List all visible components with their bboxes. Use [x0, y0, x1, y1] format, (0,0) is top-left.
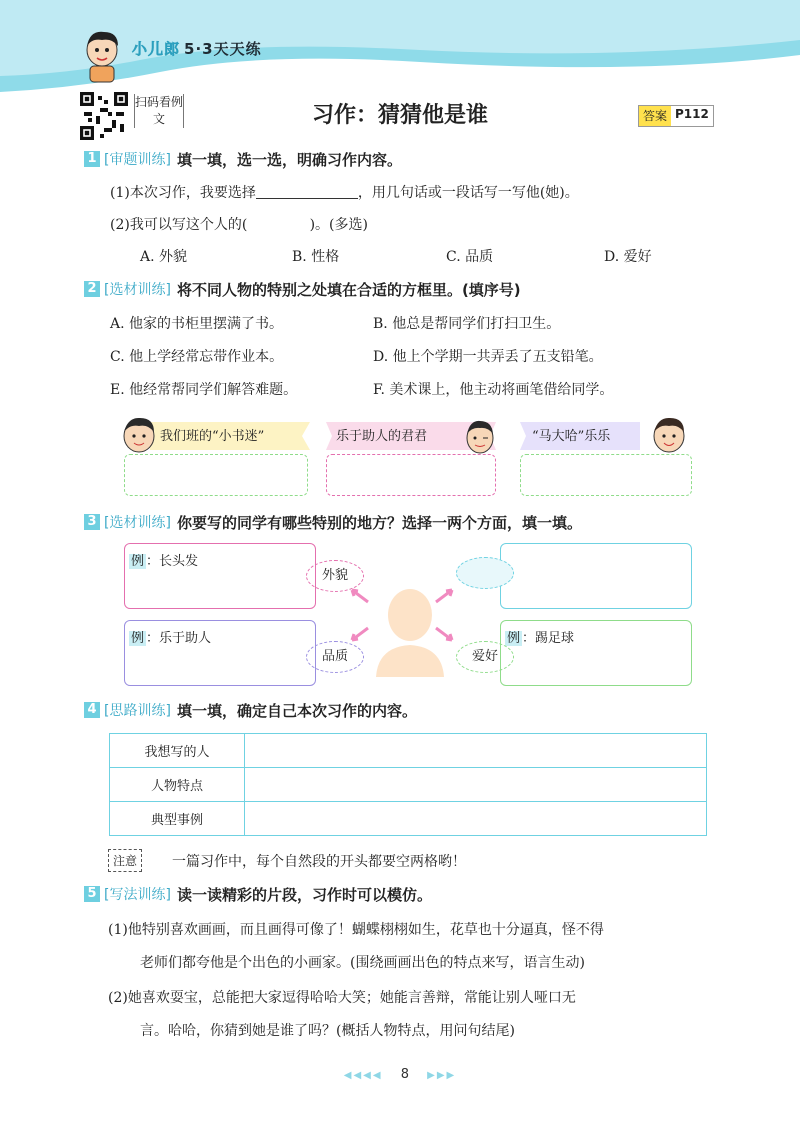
q3-number: 3 [84, 514, 100, 530]
q5-passage2-line1: (2)她喜欢耍宝，总能把大家逗得哈哈大笑；她能言善辩，常能让别人哑口无 [108, 990, 576, 1006]
example-label: 例 [131, 554, 145, 569]
row-header: 我想写的人 [110, 734, 245, 768]
q2-tag: [选材训练] [104, 282, 171, 298]
hobby-example: ：踢足球 [522, 631, 575, 646]
note-text: 一篇习作中，每个自然段的开头都要空两格哟！ [172, 854, 466, 870]
right-arrows-icon: ▶▶▶ [427, 1070, 457, 1081]
page-title: 习作：猜猜他是谁 [311, 103, 488, 128]
left-arrows-icon: ◀◀◀◀ [343, 1070, 383, 1081]
banner-careless: “马大哈”乐乐 [532, 429, 611, 444]
q1-line1 [110, 182, 579, 202]
boy-head-icon [118, 414, 160, 458]
q4-instruction: 填一填，确定自己本次习作的内容。 [176, 701, 417, 720]
hobby-box[interactable] [500, 620, 692, 686]
appearance-box[interactable] [124, 543, 316, 609]
quality-box[interactable] [124, 620, 316, 686]
appearance-bubble: 外貌 [306, 560, 364, 592]
q1-line1-start: (1)本次习作，我要选择 [110, 185, 256, 201]
q1-option[interactable]: B. 性格 [292, 249, 340, 265]
arrows-icon [340, 580, 470, 652]
winking-boy-icon [462, 416, 498, 458]
q1-option[interactable]: D. 爱好 [604, 249, 652, 265]
q2-number: 2 [84, 281, 100, 297]
q1-option[interactable]: A. 外貌 [140, 249, 188, 265]
table-row [110, 734, 707, 768]
example-label: 例 [507, 631, 521, 646]
q5-tag: [写法训练] [104, 887, 171, 903]
q1-instruction: 填一填，选一选，明确习作内容。 [176, 150, 402, 169]
helpful-answer-box[interactable] [326, 454, 496, 496]
q1-line2: (2)我可以写这个人的( )。(多选) [110, 217, 368, 233]
q5-header [84, 883, 432, 905]
scan-label: 扫码看例文 [135, 95, 184, 126]
q2-instruction: 将不同人物的特别之处填在合适的方框里。(填序号) [176, 280, 521, 299]
row-header: 人物特点 [110, 768, 245, 802]
answer-cell[interactable] [245, 802, 707, 836]
q2-item: B. 他总是帮同学们打扫卫生。 [373, 316, 561, 332]
hobby-bubble: 爱好 [456, 641, 514, 673]
page-number: 8 [400, 1067, 409, 1082]
q5-passage2-line2: 言。哈哈，你猜到她是谁了吗？(概括人物特点，用问句结尾) [140, 1023, 515, 1039]
page-footer [0, 1067, 800, 1082]
careless-answer-box[interactable] [520, 454, 692, 496]
q5-instruction: 读一读精彩的片段，习作时可以模仿。 [176, 885, 432, 904]
example-label: 例 [131, 631, 145, 646]
q5-passage1-line1: (1)他特别喜欢画画，而且画得可像了！蝴蝶栩栩如生，花草也十分逼真，怪不得 [108, 922, 604, 938]
table-row [110, 802, 707, 836]
q1-tag: [审题训练] [104, 152, 171, 168]
bookworm-answer-box[interactable] [124, 454, 308, 496]
q1-number: 1 [84, 151, 100, 167]
appearance-example: ：长头发 [146, 554, 199, 569]
row-header: 典型事例 [110, 802, 245, 836]
q2-item: E. 他经常帮同学们解答难题。 [110, 382, 298, 398]
table-row [110, 768, 707, 802]
brand-xiaoer: 小儿郎 [132, 40, 181, 58]
q2-header [84, 278, 521, 300]
brand-series: 5·3天天练 [184, 40, 262, 58]
q1-blank[interactable] [256, 184, 358, 199]
q5-passage1-line2: 老师们都夸他是个出色的小画家。(围绕画画出色的特点来写，语言生动) [140, 955, 585, 971]
q4-number: 4 [84, 702, 100, 718]
smiling-boy-icon [648, 414, 690, 458]
q3-tag: [选材训练] [104, 515, 171, 531]
brand-logo [132, 38, 262, 59]
q2-item: C. 他上学经常忘带作业本。 [110, 349, 284, 365]
q1-option[interactable]: C. 品质 [446, 249, 494, 265]
answer-cell[interactable] [245, 768, 707, 802]
boy-mascot-icon [78, 28, 126, 84]
answer-label: 答案 [639, 106, 671, 126]
q3-header [84, 511, 582, 533]
answer-badge [638, 105, 714, 127]
q1-line1-end: ，用几句话或一段话写一写他(她)。 [357, 185, 579, 201]
q3-instruction: 你要写的同学有哪些特别的地方？选择一两个方面，填一填。 [176, 513, 582, 532]
plan-table [109, 733, 707, 836]
q2-item: A. 他家的书柜里摆满了书。 [110, 316, 284, 332]
banner-bookworm: 我们班的“小书迷” [160, 429, 265, 444]
quality-example: ：乐于助人 [146, 631, 212, 646]
answer-page: P112 [671, 106, 713, 126]
q2-item: D. 他上个学期一共弄丢了五支铅笔。 [373, 349, 603, 365]
q1-header [84, 148, 402, 170]
banner-helpful: 乐于助人的君君 [336, 429, 428, 444]
q4-tag: [思路训练] [104, 703, 171, 719]
answer-cell[interactable] [245, 734, 707, 768]
q2-item: F. 美术课上，他主动将画笔借给同学。 [373, 382, 614, 398]
quality-bubble: 品质 [306, 641, 364, 673]
note-label: 注意 [108, 849, 142, 872]
q5-number: 5 [84, 886, 100, 902]
blank-trait-box[interactable] [500, 543, 692, 609]
q4-header [84, 699, 417, 721]
